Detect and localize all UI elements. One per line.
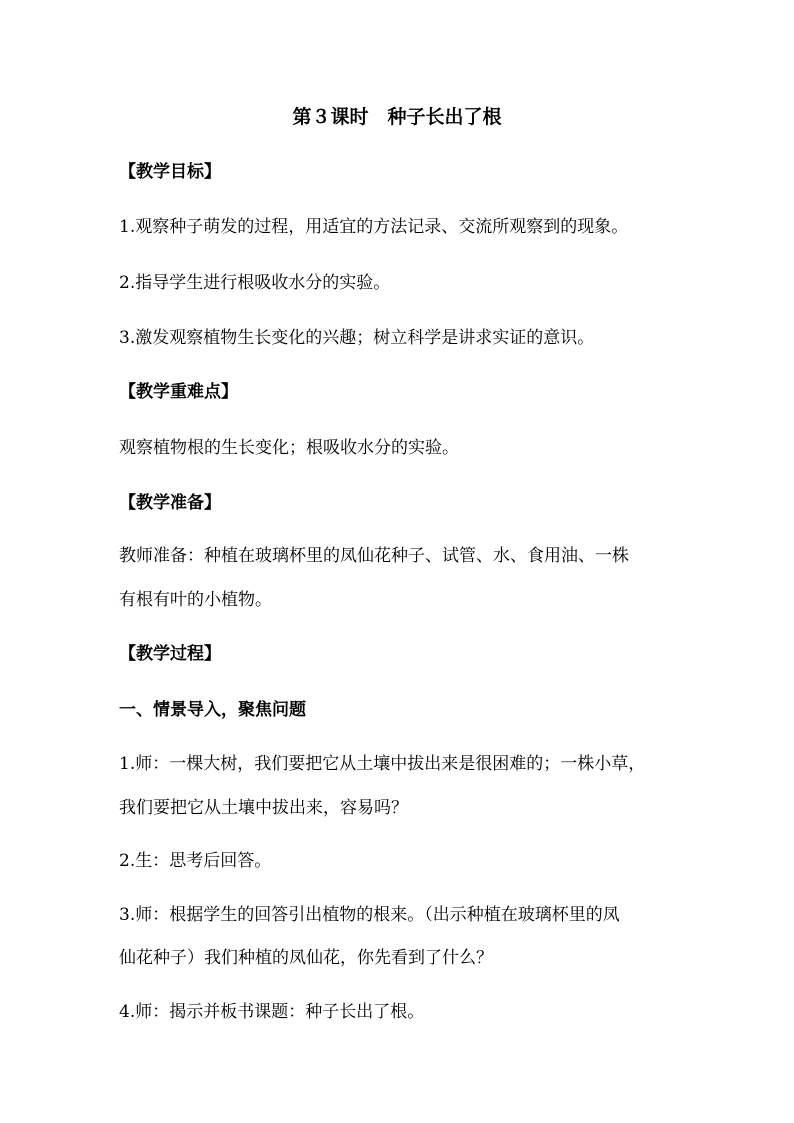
objective-item-1: 1.观察种子萌发的过程，用适宜的方法记录、交流所观察到的现象。 xyxy=(119,217,629,237)
part-one-line-3: 2.生：思考后回答。 xyxy=(119,851,272,871)
objectives-heading: 【教学目标】 xyxy=(119,162,221,182)
part-one-line-6: 4.师：揭示并板书课题：种子长出了根。 xyxy=(119,1002,425,1022)
part-one-line-1: 1.师：一棵大树，我们要把它从土壤中拔出来是很困难的；一株小草， xyxy=(119,754,646,774)
objective-item-2: 2.指导学生进行根吸收水分的实验。 xyxy=(119,273,391,293)
process-heading: 【教学过程】 xyxy=(119,644,221,664)
part-one-heading: 一、情景导入，聚焦问题 xyxy=(119,700,306,720)
lesson-title: 第３课时 种子长出了根 xyxy=(292,106,502,128)
part-one-line-4: 3.师：根据学生的回答引出植物的根来。（出示种植在玻璃杯里的凤 xyxy=(119,905,620,925)
objective-item-3: 3.激发观察植物生长变化的兴趣；树立科学是讲求实证的意识。 xyxy=(119,328,595,348)
key-points-heading: 【教学重难点】 xyxy=(119,382,238,402)
preparation-line-2: 有根有叶的小植物。 xyxy=(119,590,272,610)
key-points-text: 观察植物根的生长变化；根吸收水分的实验。 xyxy=(119,438,459,458)
preparation-heading: 【教学准备】 xyxy=(119,493,221,513)
part-one-line-5: 仙花种子）我们种植的凤仙花，你先看到了什么？ xyxy=(119,948,493,968)
preparation-line-1: 教师准备：种植在玻璃杯里的凤仙花种子、试管、水、食用油、一株 xyxy=(119,546,629,566)
part-one-line-2: 我们要把它从土壤中拔出来，容易吗？ xyxy=(119,798,408,818)
